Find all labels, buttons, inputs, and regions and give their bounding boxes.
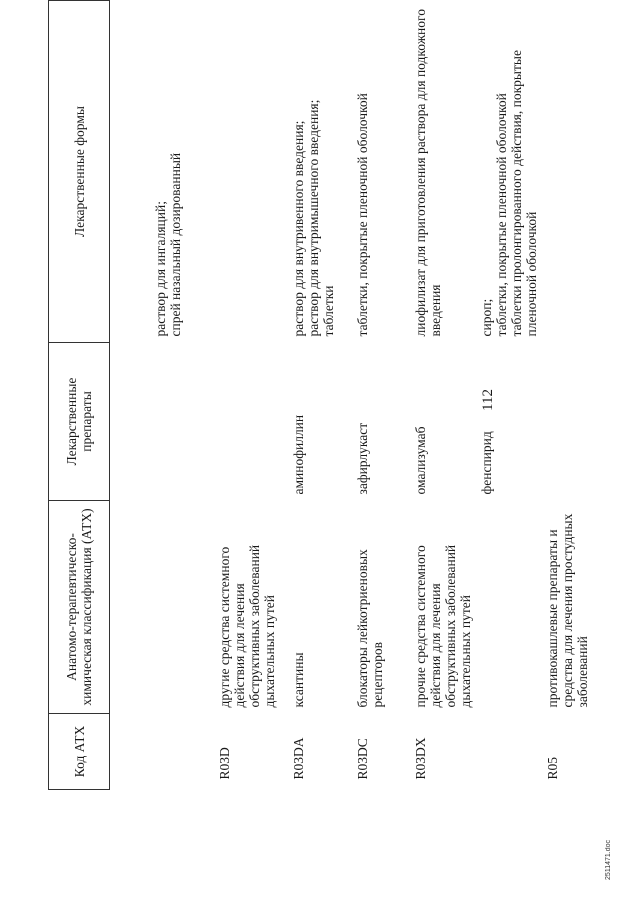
form-line: раствор для внутримышечного введения; [306, 99, 321, 337]
classification-cell: блокаторы лейкотриеновых рецепторов [355, 549, 385, 708]
atx-code-cell [476, 714, 542, 790]
table-row [288, 1, 352, 790]
classification-cell: ксантины [291, 652, 306, 708]
table-body [110, 1, 603, 790]
form-line: таблетки, покрытые пленочной оболочкой [494, 93, 509, 337]
atx-code-cell: R05 [545, 756, 560, 780]
drug-cell [150, 343, 214, 501]
form-line: таблетки пролонгированного действия, покрытые пленочной оболочкой [509, 50, 539, 337]
atx-code-cell [150, 714, 214, 790]
drug-cell: омализумаб [413, 426, 428, 495]
forms-cell [542, 1, 602, 343]
table-row [150, 1, 214, 790]
drug-cell: фенспирид [479, 431, 494, 495]
forms-cell [476, 1, 542, 343]
classification-cell: прочие средства системного действия для лечения обструктивных заболеваний дыхательных путей [413, 544, 473, 708]
form-line: раствор для внутривенного введения; [291, 120, 306, 337]
form-line: таблетки, покрытые пленочной оболочкой [355, 93, 370, 337]
header-code: Код АТХ [49, 714, 110, 790]
header-forms: Лекарственные формы [49, 1, 110, 343]
table-header-row [49, 1, 110, 790]
atx-code-cell: R03DA [291, 737, 306, 780]
classification-cell: другие средства системного действия для лечения обструктивных заболеваний дыхательных путей [217, 544, 277, 708]
forms-cell [214, 1, 288, 343]
classification-cell [150, 501, 214, 714]
table-row [476, 1, 542, 790]
atx-table [48, 0, 602, 790]
document-id: 2511471.doc [605, 840, 612, 880]
drug-cell [542, 343, 602, 501]
forms-cell [150, 1, 214, 343]
drug-cell: аминофиллин [291, 414, 306, 495]
forms-cell [410, 1, 476, 343]
form-line: раствор для ингаляций; [153, 201, 168, 337]
drug-cell [214, 343, 288, 501]
atx-code-cell: R03DX [413, 737, 428, 780]
table-row [352, 1, 410, 790]
drug-cell: зафирлукаст [355, 422, 370, 495]
form-line: спрей назальный дозированный [168, 152, 183, 337]
atx-code-cell: R03D [217, 747, 232, 780]
rotated-page [40, 0, 600, 800]
header-classification: Анатомо-терапевтическо-химическая классификация (АТХ) [49, 501, 110, 714]
table-row [410, 1, 476, 790]
page-number: 112 [480, 389, 496, 411]
classification-cell [476, 501, 542, 714]
classification-cell: противокашлевые препараты и средства для лечения простудных заболеваний [545, 513, 590, 708]
header-drugs: Лекарственные препараты [49, 343, 110, 501]
form-line: лиофилизат для приготовления раствора для подкожного введения [413, 9, 443, 337]
atx-code-cell: R03DC [355, 738, 370, 780]
table-row [214, 1, 288, 790]
form-line: таблетки [321, 285, 336, 337]
forms-cell [352, 1, 410, 343]
table-row [542, 1, 602, 790]
forms-cell [288, 1, 352, 343]
form-line: сироп; [479, 298, 494, 337]
